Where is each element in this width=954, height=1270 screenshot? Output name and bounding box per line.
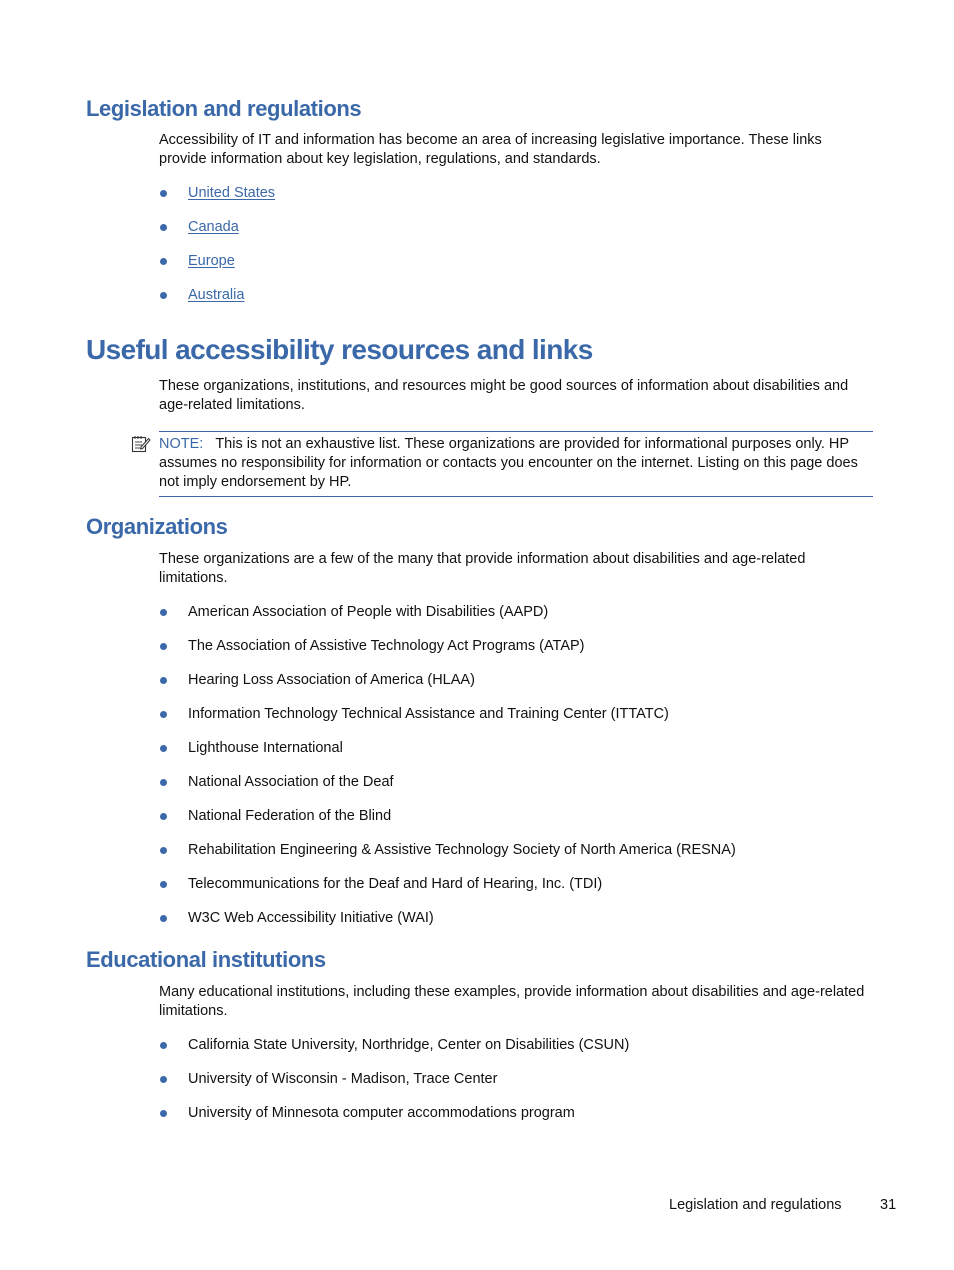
bullet-icon [160, 609, 167, 616]
institution-name: University of Minnesota computer accommodations program [188, 1105, 575, 1121]
list-item [159, 739, 736, 773]
note-label: NOTE: [159, 436, 204, 452]
legislation-link-list [159, 184, 275, 320]
list-item [159, 252, 275, 286]
resources-intro: These organizations, institutions, and resources might be good sources of information about disabilities and age-related limitations. [159, 378, 849, 413]
note-body: This is not an exhaustive list. These organizations are provided for informational purposes only. HP assumes no responsibility for information or contacts you encounter on the internet. Listing on this page does not imply endorsement by HP. [159, 436, 858, 490]
bullet-icon [160, 643, 167, 650]
bullet-icon [160, 881, 167, 888]
list-item [159, 671, 736, 705]
bullet-icon [160, 745, 167, 752]
bullet-icon [160, 847, 167, 854]
list-item [159, 603, 736, 637]
list-item [159, 705, 736, 739]
education-intro: Many educational institutions, including these examples, provide information about disabilities and age-related limitations. [159, 984, 865, 1019]
organization-name: National Federation of the Blind [188, 808, 392, 824]
link-europe[interactable]: Europe [188, 253, 235, 269]
note-text-block [159, 435, 871, 492]
organization-name: National Association of the Deaf [188, 774, 394, 790]
list-item [159, 184, 275, 218]
bullet-icon [160, 258, 167, 265]
organization-name: Lighthouse International [188, 740, 343, 756]
organization-name: Hearing Loss Association of America (HLAA) [188, 672, 475, 688]
list-item [159, 1104, 629, 1138]
list-item [159, 1036, 629, 1070]
list-item [159, 875, 736, 909]
organization-name: Telecommunications for the Deaf and Hard of Hearing, Inc. (TDI) [188, 876, 603, 892]
institution-name: California State University, Northridge, Center on Disabilities (CSUN) [188, 1037, 630, 1053]
link-canada[interactable]: Canada [188, 219, 239, 235]
organization-name: American Association of People with Disabilities (AAPD) [188, 604, 549, 620]
list-item [159, 807, 736, 841]
list-item [159, 773, 736, 807]
note-box [159, 431, 873, 497]
link-australia[interactable]: Australia [188, 287, 245, 303]
list-item [159, 909, 736, 943]
list-item [159, 218, 275, 252]
bullet-icon [160, 190, 167, 197]
education-list [159, 1036, 629, 1138]
list-item [159, 1070, 629, 1104]
link-united-states[interactable]: United States [188, 185, 276, 201]
legislation-heading: Legislation and regulations [86, 96, 362, 121]
organization-name: Rehabilitation Engineering & Assistive Technology Society of North America (RESNA) [188, 842, 736, 858]
list-item [159, 286, 275, 320]
bullet-icon [160, 1076, 167, 1083]
organizations-intro: These organizations are a few of the many that provide information about disabilities and age-related limitations. [159, 551, 806, 586]
bullet-icon [160, 779, 167, 786]
education-heading: Educational institutions [86, 947, 326, 972]
list-item [159, 637, 736, 671]
list-item [159, 841, 736, 875]
legislation-intro: Accessibility of IT and information has become an area of increasing legislative importance. These links provide information about key legislation, regulations, and standards. [159, 132, 822, 167]
bullet-icon [160, 813, 167, 820]
footer-section-title: Legislation and regulations [669, 1197, 842, 1213]
organization-name: Information Technology Technical Assistance and Training Center (ITTATC) [188, 706, 669, 722]
organizations-list [159, 603, 736, 943]
bullet-icon [160, 915, 167, 922]
footer-page-number: 31 [880, 1197, 897, 1213]
bullet-icon [160, 677, 167, 684]
organizations-heading: Organizations [86, 514, 228, 539]
bullet-icon [160, 1042, 167, 1049]
note-pencil-icon [131, 434, 151, 454]
organization-name: W3C Web Accessibility Initiative (WAI) [188, 910, 434, 926]
resources-heading: Useful accessibility resources and links [86, 334, 593, 365]
bullet-icon [160, 711, 167, 718]
bullet-icon [160, 1110, 167, 1117]
bullet-icon [160, 292, 167, 299]
organization-name: The Association of Assistive Technology Act Programs (ATAP) [188, 638, 585, 654]
bullet-icon [160, 224, 167, 231]
institution-name: University of Wisconsin - Madison, Trace Center [188, 1071, 498, 1087]
